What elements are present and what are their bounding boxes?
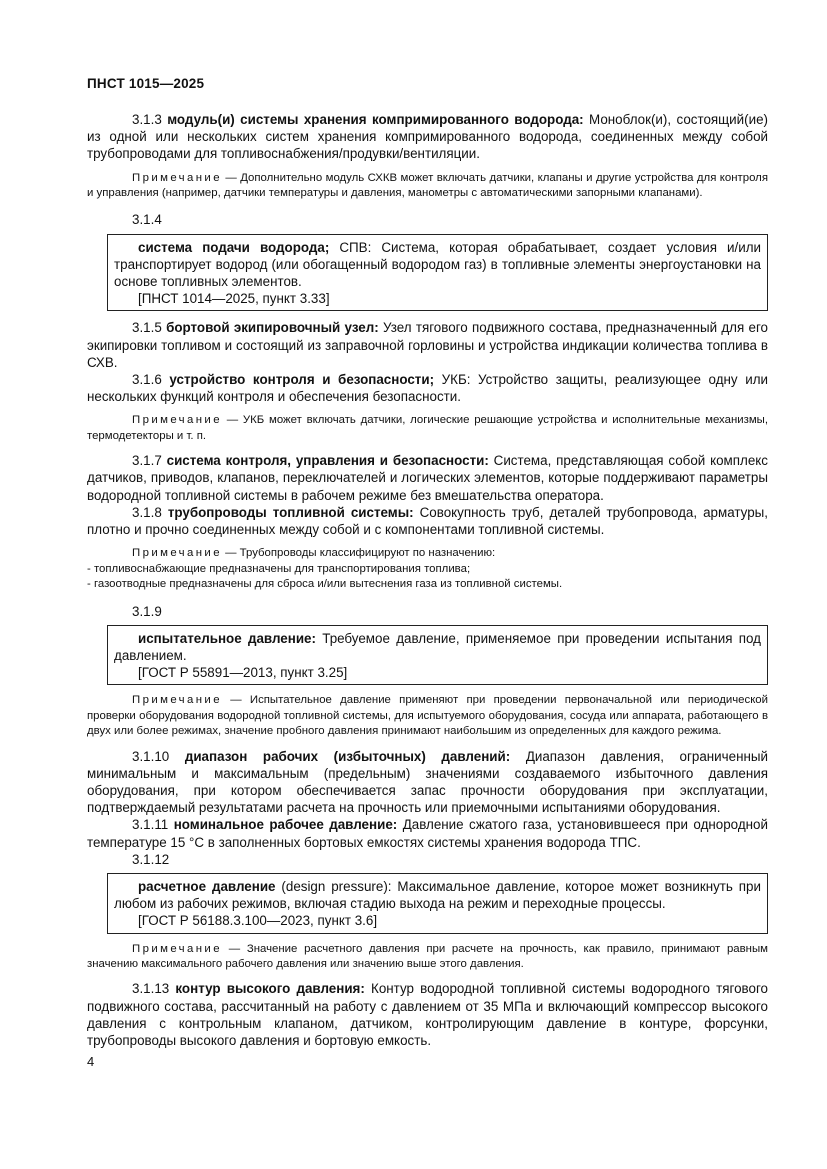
clause-number: 3.1.10 <box>132 748 170 764</box>
quoted-term-box-3-1-12 <box>107 873 768 934</box>
source-reference: [ПНСТ 1014—2025, пункт 3.33] <box>138 291 330 307</box>
note-label: Примечание <box>132 942 222 955</box>
note-label: Примечание <box>132 414 222 427</box>
term-definition: Контур водородной топливной системы водородного тягового подвижного состава, рассчитанный на работу с давлением от 35 МПа и включающий компрессор высокого давления с контрольным клапаном, датчиком, контролирующим давление в контуре, форсунки, трубопроводы высокого давления и бортовую емкость. <box>87 981 768 1048</box>
note-text: — УКБ может включать датчики, логические решающие устройства и исполнительные механизмы, термодетекторы и т. п. <box>87 414 768 442</box>
clause-number: 3.1.11 <box>132 817 169 833</box>
note-label: Примечание <box>132 694 222 707</box>
quoted-term-box-3-1-4 <box>107 234 768 312</box>
term-definition: Диапазон давления, ограниченный минимальным и максимальным (предельным) значениями создаваемого избыточного давления оборудования, при котором обеспечивается запас прочности оборудования при эксплуатации, подтверждаемый результатами расчета на прочность или приемочными испытаниями оборудования. <box>87 748 768 816</box>
term-3-1-9 <box>114 630 761 664</box>
term-definition: Давление сжатого газа, установившееся при однородной температуре 15 °С в заполненных бортовых емкостях системы хранения водорода ТПС. <box>87 817 768 850</box>
note-label: Примечание <box>132 547 222 560</box>
term-definition: УКБ: Устройство защиты, реализующее одну или нескольких функций контроля и обеспечения безопасности. <box>87 372 768 405</box>
note-text: — Испытательное давление применяют при проведении первоначальной или периодической проверки оборудования водородной топливной системы, для испытуемого оборудования, сосуда или аппарата, работающего в двух или более режимах, значение пробного давления принимают наибольшим из определенных для каждого режима. <box>87 694 768 738</box>
source-reference: [ГОСТ Р 55891—2013, пункт 3.25] <box>138 665 348 681</box>
term-title: диапазон рабочих (избыточных) давлений: <box>184 748 511 764</box>
term-definition: Совокупность труб, деталей трубопровода, арматуры, плотно и прочно соединенных между собой и с компонентами топливной системы. <box>87 504 768 538</box>
clause-number: 3.1.7 <box>132 453 162 469</box>
note-3-1-8 <box>87 546 768 561</box>
term-3-1-12 <box>114 878 761 912</box>
term-3-1-13 <box>87 980 768 1049</box>
note-text: — Значение расчетного давления при расчете на прочность, как правило, принимают равным значению максимального рабочего давления или значению выше этого давления. <box>87 942 768 970</box>
note-3-1-6 <box>87 413 768 444</box>
list-item: - топливоснабжающие предназначены для транспортирования топлива; <box>87 562 471 575</box>
term-definition: СПВ: Система, которая обрабатывает, создает условия и/или транспортирует водород (или обогащенный водородом газ) в топливные элементы энергоустановки на основе топливных элементов. <box>114 239 761 290</box>
clause-number-3-1-12: 3.1.12 <box>132 851 170 867</box>
term-title: система контроля, управления и безопасности: <box>166 453 489 469</box>
term-3-1-8 <box>87 504 768 538</box>
note-3-1-9 <box>87 693 768 739</box>
term-title: расчетное давление <box>138 878 276 894</box>
source-reference: [ГОСТ Р 56188.3.100—2023, пункт 3.6] <box>138 913 378 929</box>
term-title: система подачи водорода; <box>138 239 330 255</box>
quoted-term-box-3-1-9 <box>107 625 768 686</box>
term-title: контур высокого давления: <box>175 981 365 997</box>
term-3-1-5 <box>87 319 768 371</box>
clause-number-3-1-4: 3.1.4 <box>132 212 162 228</box>
term-definition: (design pressure): Максимальное давление, которое может возникнуть при любом из рабочих режимов, включая стадию выхода на режим и переходные процессы. <box>114 878 761 912</box>
clause-number: 3.1.3 <box>132 112 162 127</box>
term-3-1-6 <box>87 371 768 405</box>
term-title: устройство контроля и безопасности; <box>169 372 435 388</box>
term-definition: Узел тягового подвижного состава, предназначенный для его экипировки топливом и состоящий из заправочной горловины и устройства индикации количества топлива в СХВ. <box>87 320 768 370</box>
clause-number: 3.1.8 <box>132 504 162 520</box>
note-text: — Трубопроводы классифицируют по назначению: <box>225 547 496 560</box>
term-3-1-4 <box>114 239 761 291</box>
term-title: модуль(и) системы хранения компримированного водорода: <box>167 112 584 127</box>
document-body <box>87 111 768 1049</box>
clause-number: 3.1.5 <box>132 320 162 336</box>
note-3-1-3 <box>87 171 768 202</box>
document-header: ПНСТ 1015—2025 <box>87 76 205 91</box>
clause-number: 3.1.13 <box>132 981 170 997</box>
term-3-1-10 <box>87 748 768 817</box>
term-title: испытательное давление: <box>138 630 316 646</box>
term-title: номинальное рабочее давление: <box>173 817 398 833</box>
term-3-1-3 <box>87 111 768 163</box>
term-definition: Моноблок(и), состоящий(ие) из одной или нескольких систем хранения компримированного водорода, соединенных между собой трубопроводами для топливоснабжения/продувки/вентиляции. <box>87 112 768 162</box>
clause-number-3-1-9: 3.1.9 <box>132 603 162 619</box>
note-label: Примечание <box>132 171 222 184</box>
term-3-1-11 <box>87 816 768 850</box>
term-3-1-7 <box>87 452 768 504</box>
clause-number: 3.1.6 <box>132 372 162 388</box>
page-number: 4 <box>87 1054 95 1069</box>
list-item: - газоотводные предназначены для сброса и/или вытеснения газа из топливной системы. <box>87 578 563 591</box>
term-title: бортовой экипировочный узел: <box>166 320 379 336</box>
term-title: трубопроводы топливной системы: <box>167 504 414 520</box>
note-text: — Дополнительно модуль СХКВ может включать датчики, клапаны и другие устройства для контроля и управления (например, датчики температуры и давления, манометры с автоматическими запорными клапанами). <box>87 171 768 200</box>
note-3-1-12 <box>87 942 768 973</box>
term-definition: Система, представляющая собой комплекс датчиков, приводов, клапанов, переключателей и логических элементов, которые поддерживают параметры водородной топливной системы в рабочем режиме без вмешательства оператора. <box>87 453 768 503</box>
term-definition: Требуемое давление, применяемое при проведении испытания под давлением. <box>114 630 761 663</box>
